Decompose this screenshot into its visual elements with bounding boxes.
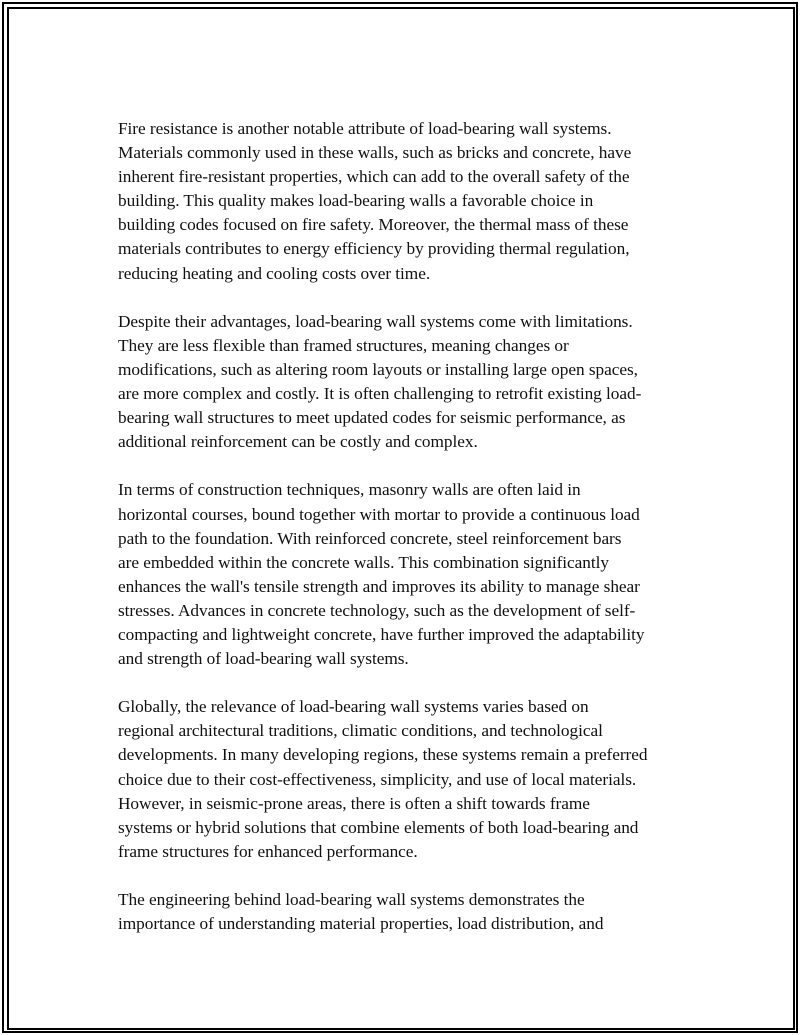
- text-line: regional architectural traditions, climatic conditions, and technological: [118, 721, 603, 741]
- text-line: modifications, such as altering room layouts or installing large open spaces,: [118, 359, 638, 379]
- text-line: Fire resistance is another notable attribute of load-bearing wall systems.: [118, 119, 612, 138]
- text-line: systems or hybrid solutions that combine elements of both load-bearing and: [118, 817, 639, 837]
- text-line: compacting and lightweight concrete, have further improved the adaptability: [118, 624, 645, 644]
- text-line: building codes focused on fire safety. Moreover, the thermal mass of these: [118, 215, 629, 235]
- paragraph-fire-resistance: [118, 117, 688, 286]
- paragraph-limitations: [118, 310, 688, 455]
- text-line: are more complex and costly. It is often challenging to retrofit existing load-: [118, 384, 642, 404]
- text-line: bearing wall structures to meet updated codes for seismic performance, as: [118, 408, 626, 428]
- document-body: [118, 117, 688, 960]
- text-line: However, in seismic-prone areas, there is often a shift towards frame: [118, 793, 590, 813]
- text-line: In terms of construction techniques, masonry walls are often laid in: [118, 480, 581, 500]
- text-line: and strength of load-bearing wall systems.: [118, 649, 409, 669]
- text-line: reducing heating and cooling costs over time.: [118, 263, 431, 283]
- text-line: additional reinforcement can be costly and complex.: [118, 432, 478, 452]
- text-line: They are less flexible than framed structures, meaning changes or: [118, 335, 569, 355]
- text-line: are embedded within the concrete walls. This combination significantly: [118, 552, 609, 572]
- text-line: stresses. Advances in concrete technology, such as the development of self-: [118, 600, 636, 620]
- text-line: inherent fire-resistant properties, which can add to the overall safety of the: [118, 167, 630, 187]
- text-line: importance of understanding material properties, load distribution, and: [118, 914, 604, 934]
- paragraph-global-relevance: [118, 695, 688, 864]
- text-line: developments. In many developing regions, these systems remain a preferred: [118, 745, 648, 765]
- paragraph-engineering: [118, 888, 688, 936]
- text-line: Globally, the relevance of load-bearing wall systems varies based on: [118, 697, 589, 717]
- text-line: Despite their advantages, load-bearing wall systems come with limitations.: [118, 311, 633, 331]
- text-line: enhances the wall's tensile strength and improves its ability to manage shear: [118, 576, 640, 596]
- paragraph-construction-techniques: [118, 478, 688, 671]
- text-line: horizontal courses, bound together with mortar to provide a continuous load: [118, 504, 640, 524]
- text-line: path to the foundation. With reinforced concrete, steel reinforcement bars: [118, 528, 622, 548]
- text-line: Materials commonly used in these walls, such as bricks and concrete, have: [118, 143, 632, 163]
- text-line: choice due to their cost-effectiveness, simplicity, and use of local materials.: [118, 769, 637, 789]
- text-line: materials contributes to energy efficiency by providing thermal regulation,: [118, 239, 630, 259]
- text-line: building. This quality makes load-bearing walls a favorable choice in: [118, 191, 594, 211]
- text-line: The engineering behind load-bearing wall systems demonstrates the: [118, 890, 585, 909]
- text-line: frame structures for enhanced performance.: [118, 841, 418, 861]
